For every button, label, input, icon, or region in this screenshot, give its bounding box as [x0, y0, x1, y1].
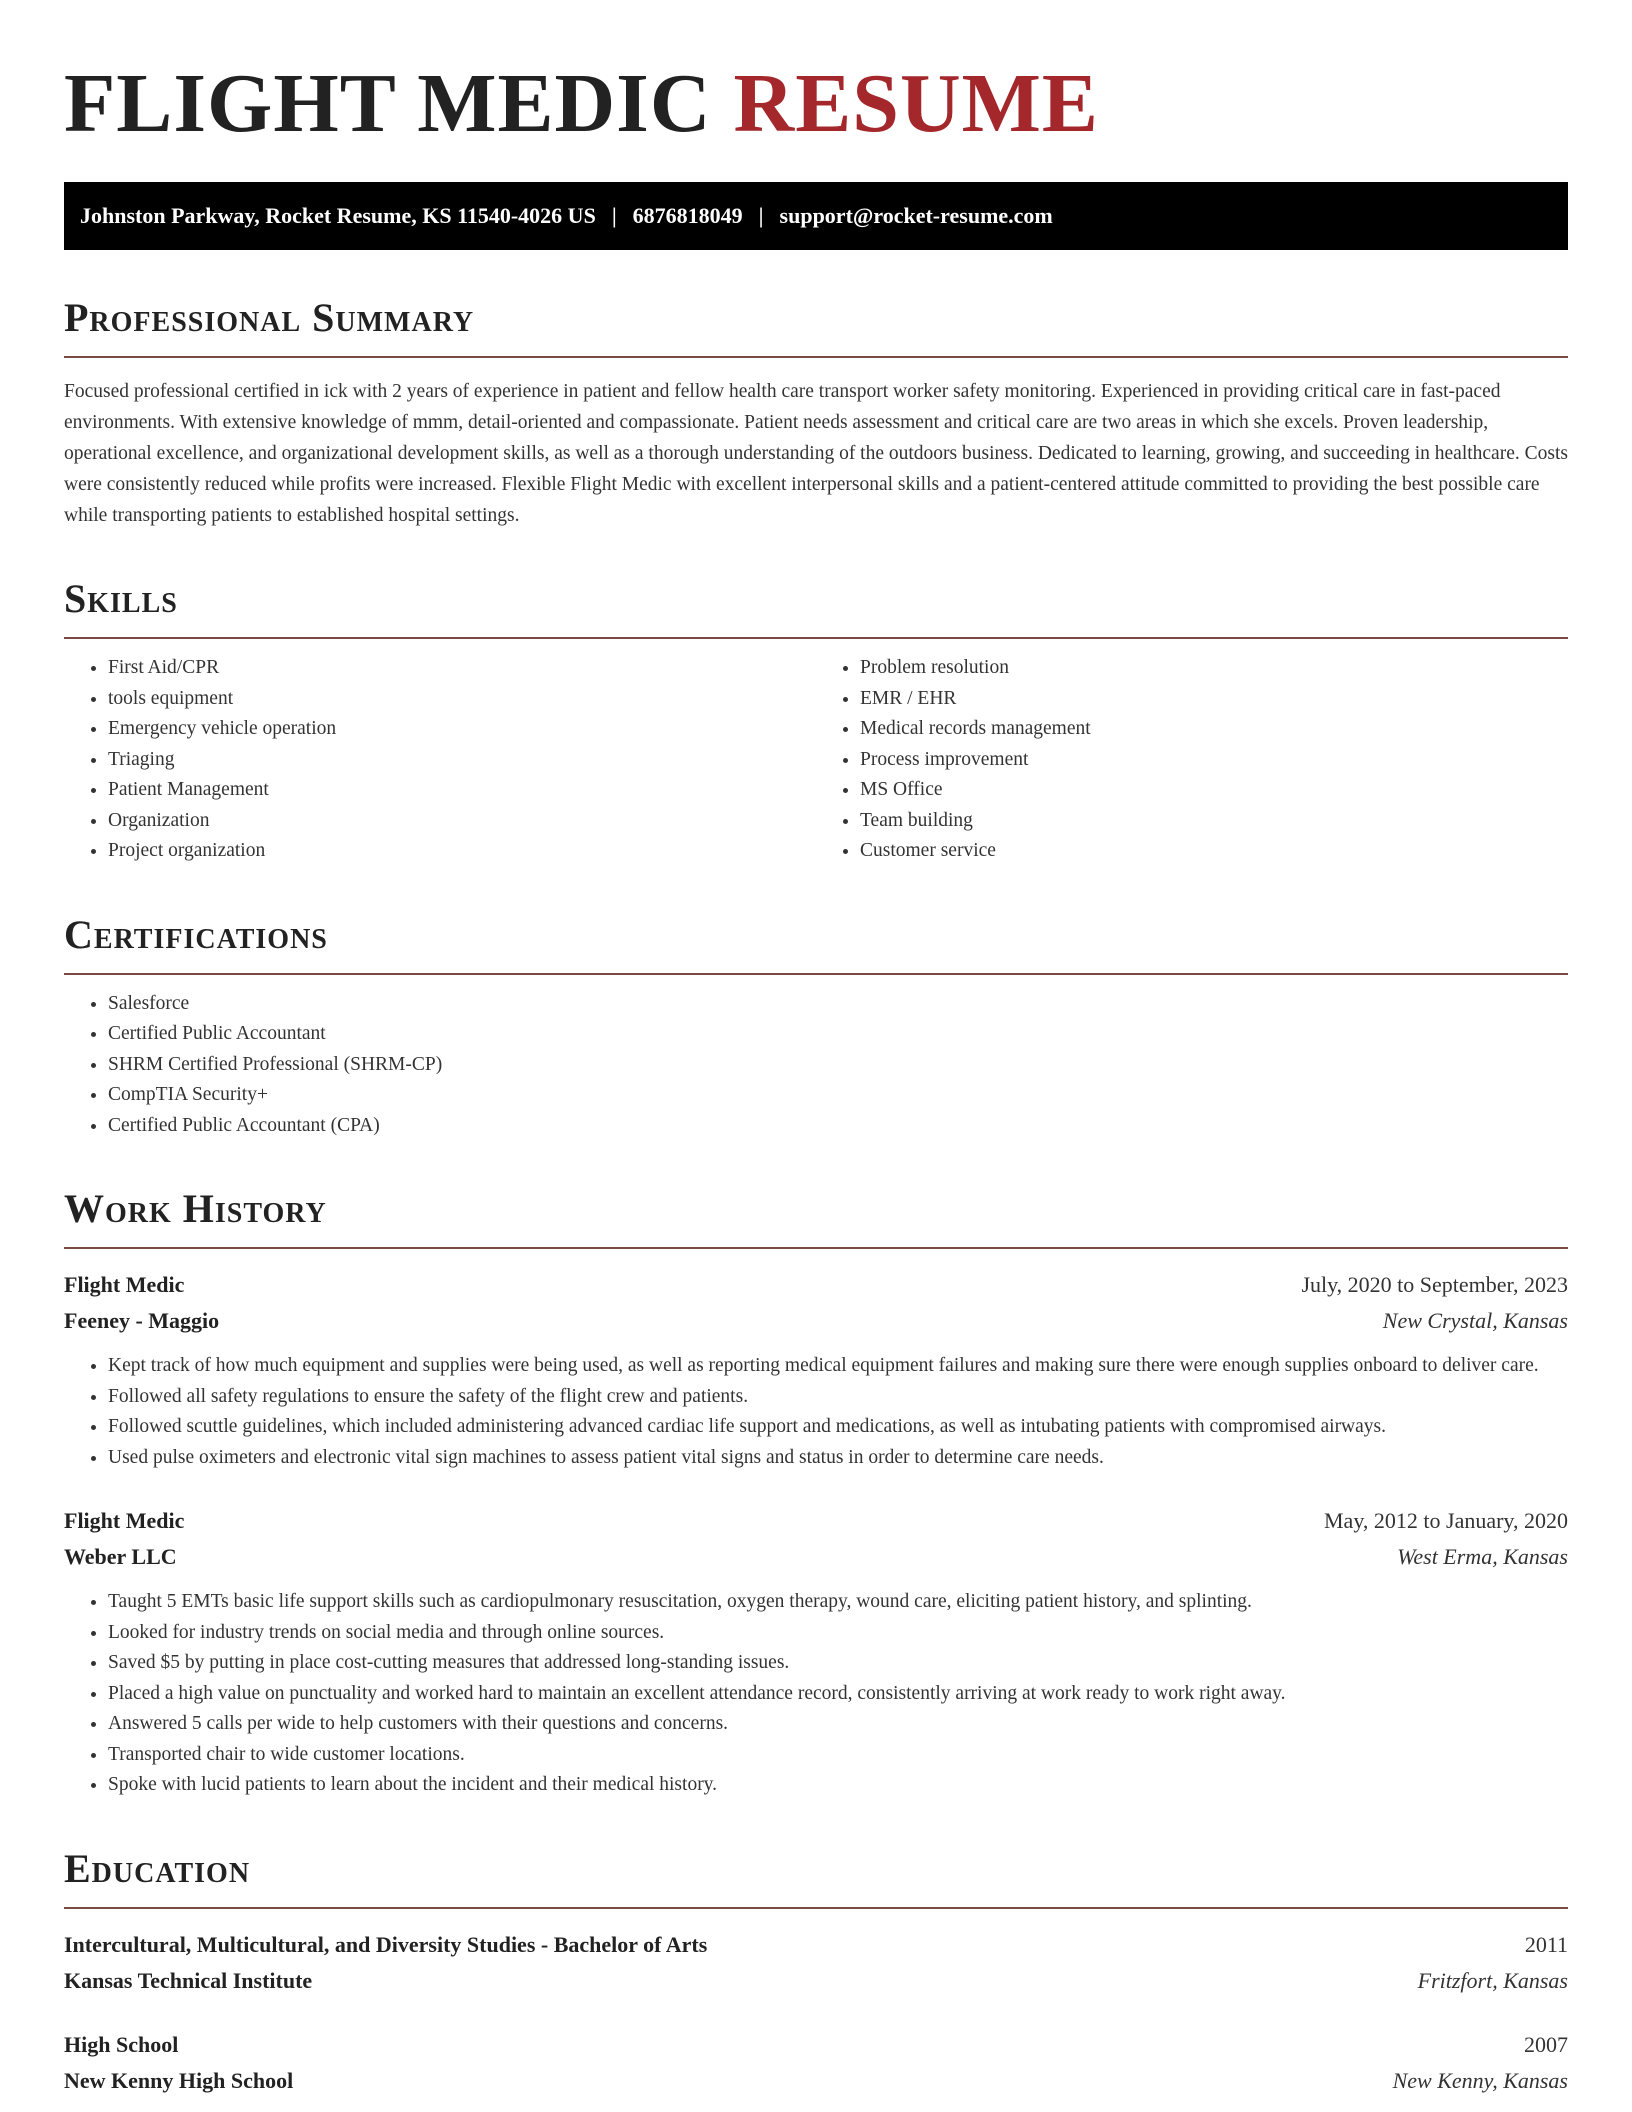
contact-email: support@rocket-resume.com: [779, 203, 1053, 228]
job-company: Feeney - Maggio: [64, 1308, 220, 1333]
skill-item: • First Aid/CPR: [108, 653, 816, 684]
job-role: Flight Medic: [64, 1508, 185, 1533]
skill-item: • Organization: [108, 806, 816, 837]
contact-separator: |: [611, 203, 617, 228]
job-duty-item: • Transported chair to wide customer locations.: [108, 1740, 1568, 1771]
certification-item: • Certified Public Accountant (CPA): [108, 1111, 1568, 1142]
contact-bar: [64, 182, 1568, 250]
section-title-certifications: Certifications: [64, 911, 328, 957]
skill-item: • Team building: [860, 806, 1568, 837]
contact-separator: |: [758, 203, 764, 228]
job-duties: [64, 1351, 1568, 1473]
job-duty-item: • Taught 5 EMTs basic life support skills such as cardiopulmonary resuscitation, oxygen therapy, wound care, eliciting patient history, and splinting.: [108, 1587, 1568, 1618]
job-location: New Crystal, Kansas: [1382, 1308, 1568, 1333]
job-company: Weber LLC: [64, 1544, 177, 1569]
skill-item: • Customer service: [860, 836, 1568, 867]
skills-list: [64, 639, 1568, 867]
education-year: 2007: [1524, 2031, 1568, 2057]
education-entry: [64, 1927, 1568, 1999]
skill-item: • EMR / EHR: [860, 684, 1568, 715]
job-duty-item: • Looked for industry trends on social media and through online sources.: [108, 1618, 1568, 1649]
job-duty-item: • Answered 5 calls per wide to help customers with their questions and concerns.: [108, 1709, 1568, 1740]
job-duty-item: • Used pulse oximeters and electronic vital sign machines to assess patient vital signs and status in order to determine care needs.: [108, 1443, 1568, 1474]
certification-item: • CompTIA Security+: [108, 1080, 1568, 1111]
skill-item: • Patient Management: [108, 775, 816, 806]
education-entry: [64, 2027, 1568, 2099]
skill-item: • Process improvement: [860, 745, 1568, 776]
section-divider: [64, 973, 1568, 975]
job-dates: May, 2012 to January, 2020: [1324, 1508, 1568, 1533]
education-location: New Kenny, Kansas: [1392, 2067, 1568, 2093]
skill-item: • Triaging: [108, 745, 816, 776]
resume-title: [64, 58, 1568, 150]
certification-item: • Certified Public Accountant: [108, 1019, 1568, 1050]
skills-column-left: [64, 653, 816, 867]
job-location: West Erma, Kansas: [1397, 1544, 1568, 1569]
skill-item: • MS Office: [860, 775, 1568, 806]
skills-column-right: [816, 653, 1568, 867]
skill-item: • Emergency vehicle operation: [108, 714, 816, 745]
certifications-list: [64, 989, 1568, 1142]
education-year: 2011: [1524, 1931, 1568, 1957]
job-duty-item: • Placed a high value on punctuality and worked hard to maintain an excellent attendance record, consistently arriving at work ready to work right away.: [108, 1679, 1568, 1710]
skill-item: • tools equipment: [108, 684, 816, 715]
job-entry: [64, 1503, 1568, 1801]
job-duty-item: • Spoke with lucid patients to learn about the incident and their medical history.: [108, 1770, 1568, 1801]
job-duty-item: • Saved $5 by putting in place cost-cutting measures that addressed long-standing issues.: [108, 1648, 1568, 1679]
section-title-summary: Professional Summary: [64, 295, 475, 340]
job-entry: [64, 1267, 1568, 1473]
contact-phone: 6876818049: [632, 203, 743, 228]
section-divider: [64, 356, 1568, 358]
contact-address: Johnston Parkway, Rocket Resume, KS 11540-4026 US: [80, 203, 596, 228]
section-title-work-history: Work History: [64, 1186, 327, 1231]
summary-text: Focused professional certified in ick with 2 years of experience in patient and fellow health care transport worker safety monitoring. Experienced in providing critical care in fast-paced environments. With extensive knowledge of mmm, detail-oriented and compassionate. Patient needs assessment and critical care are two areas in which she excels. Proven leadership, operational excellence, and organizational development skills, as well as a thorough understanding of the outdoors business. Dedicated to learning, growing, and succeeding in healthcare. Costs were consistently reduced while profits were increased. Flexible Flight Medic with excellent interpersonal skills and a patient-centered attitude committed to providing the best possible care while transporting patients to established hospital settings.: [64, 381, 1568, 526]
skill-item: • Problem resolution: [860, 653, 1568, 684]
education-degree: High School: [64, 2031, 179, 2057]
section-divider: [64, 1907, 1568, 1909]
certification-item: • SHRM Certified Professional (SHRM-CP): [108, 1050, 1568, 1081]
education-location: Fritzfort, Kansas: [1417, 1967, 1568, 1993]
job-duty-item: • Kept track of how much equipment and supplies were being used, as well as reporting medical equipment failures and making sure there were enough supplies onboard to deliver care.: [108, 1351, 1568, 1382]
education-degree: Intercultural, Multicultural, and Diversity Studies - Bachelor of Arts: [64, 1931, 708, 1957]
education-school: Kansas Technical Institute: [64, 1967, 313, 1993]
job-duty-item: • Followed scuttle guidelines, which included administering advanced cardiac life support and medications, as well as intubating patients with compromised airways.: [108, 1412, 1568, 1443]
skill-item: • Medical records management: [860, 714, 1568, 745]
section-divider: [64, 1247, 1568, 1249]
job-role: Flight Medic: [64, 1272, 185, 1297]
job-duty-item: • Followed all safety regulations to ensure the safety of the flight crew and patients.: [108, 1382, 1568, 1413]
title-accent: RESUME: [733, 57, 1099, 150]
certification-item: • Salesforce: [108, 989, 1568, 1020]
title-main: FLIGHT MEDIC: [64, 57, 712, 150]
section-title-skills: Skills: [64, 576, 178, 621]
skill-item: • Project organization: [108, 836, 816, 867]
job-dates: July, 2020 to September, 2023: [1301, 1272, 1568, 1297]
job-duties: [64, 1587, 1568, 1801]
section-title-education: Education: [64, 1845, 251, 1891]
education-school: New Kenny High School: [64, 2067, 294, 2093]
